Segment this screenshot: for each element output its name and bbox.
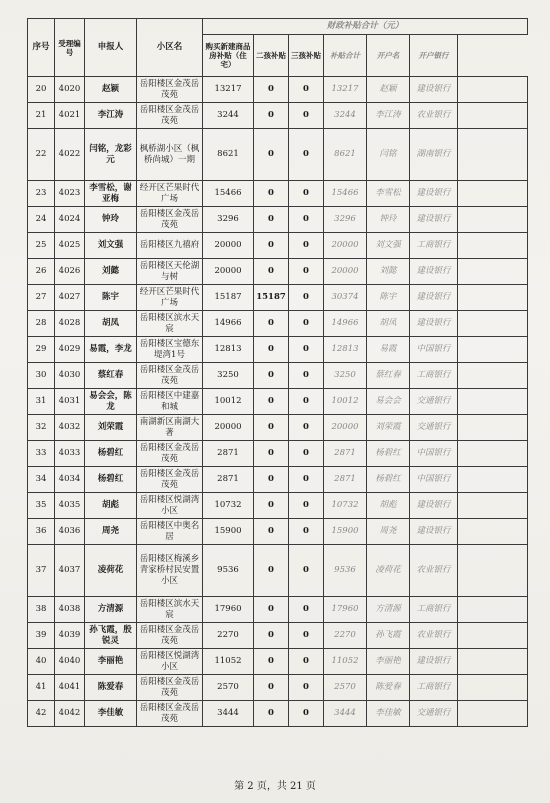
cell-total: 2871 (324, 441, 367, 467)
cell-seq: 24 (28, 207, 55, 233)
cell-second-child: 0 (254, 363, 289, 389)
cell-second-child: 0 (254, 441, 289, 467)
cell-applicant: 李雪松，谢亚梅 (85, 181, 137, 207)
cell-second-child: 0 (254, 467, 289, 493)
cell-remark (458, 701, 528, 727)
cell-remark (458, 389, 528, 415)
cell-accept-no: 4024 (55, 207, 85, 233)
cell-accept-no: 4038 (55, 597, 85, 623)
cell-applicant: 李江涛 (85, 103, 137, 129)
cell-account-holder: 李江涛 (367, 103, 410, 129)
cell-third-child: 0 (289, 363, 324, 389)
cell-remark (458, 181, 528, 207)
cell-third-child: 0 (289, 259, 324, 285)
cell-applicant: 李佳敏 (85, 701, 137, 727)
cell-account-holder: 闫铭 (367, 129, 410, 181)
cell-account-holder: 胡凤 (367, 311, 410, 337)
cell-second-child: 0 (254, 519, 289, 545)
table-row (28, 259, 528, 285)
cell-second-child: 0 (254, 493, 289, 519)
cell-community: 经开区芒果时代广场 (137, 181, 203, 207)
cell-bank: 中国银行 (410, 337, 458, 363)
header-bank: 开户银行 (410, 35, 458, 77)
cell-new-house: 14966 (203, 311, 254, 337)
cell-remark (458, 285, 528, 311)
cell-total: 20000 (324, 233, 367, 259)
cell-second-child: 0 (254, 77, 289, 103)
cell-new-house: 20000 (203, 233, 254, 259)
cell-applicant: 胡彪 (85, 493, 137, 519)
cell-community: 枫桥湖小区（枫桥尚城）一期 (137, 129, 203, 181)
cell-third-child: 0 (289, 181, 324, 207)
cell-applicant: 方清源 (85, 597, 137, 623)
cell-account-holder: 杨碧红 (367, 467, 410, 493)
cell-community: 岳阳楼区中奥名居 (137, 519, 203, 545)
cell-new-house: 17960 (203, 597, 254, 623)
cell-accept-no: 4023 (55, 181, 85, 207)
cell-third-child: 0 (289, 441, 324, 467)
cell-community: 岳阳楼区金茂岳茂苑 (137, 103, 203, 129)
cell-accept-no: 4042 (55, 701, 85, 727)
cell-community: 岳阳楼区金茂岳茂苑 (137, 467, 203, 493)
cell-second-child: 0 (254, 129, 289, 181)
header-subsidy-group: 财政补贴合计（元） (203, 19, 528, 35)
cell-remark (458, 207, 528, 233)
cell-new-house: 12813 (203, 337, 254, 363)
cell-third-child: 0 (289, 77, 324, 103)
cell-seq: 22 (28, 129, 55, 181)
cell-second-child: 0 (254, 545, 289, 597)
cell-remark (458, 441, 528, 467)
cell-seq: 30 (28, 363, 55, 389)
cell-community: 岳阳楼区九禧府 (137, 233, 203, 259)
cell-applicant: 孙飞霞，殷锐灵 (85, 623, 137, 649)
cell-total: 3296 (324, 207, 367, 233)
header-community: 小区名 (137, 19, 203, 77)
cell-seq: 35 (28, 493, 55, 519)
cell-total: 30374 (324, 285, 367, 311)
cell-account-holder: 凌荷花 (367, 545, 410, 597)
cell-new-house: 3296 (203, 207, 254, 233)
cell-second-child: 0 (254, 623, 289, 649)
cell-third-child: 0 (289, 103, 324, 129)
cell-seq: 38 (28, 597, 55, 623)
cell-third-child: 0 (289, 129, 324, 181)
cell-account-holder: 刘懿 (367, 259, 410, 285)
table-row (28, 181, 528, 207)
cell-total: 20000 (324, 415, 367, 441)
cell-accept-no: 4033 (55, 441, 85, 467)
cell-account-holder: 胡彪 (367, 493, 410, 519)
cell-community: 岳阳楼区梅溪乡青家桥村民安置小区 (137, 545, 203, 597)
cell-seq: 28 (28, 311, 55, 337)
cell-bank: 建设银行 (410, 259, 458, 285)
cell-account-holder: 刘文强 (367, 233, 410, 259)
cell-seq: 34 (28, 467, 55, 493)
cell-community: 岳阳楼区中建嘉和城 (137, 389, 203, 415)
cell-community: 岳阳楼区滨水天宸 (137, 311, 203, 337)
cell-accept-no: 4020 (55, 77, 85, 103)
cell-third-child: 0 (289, 519, 324, 545)
cell-remark (458, 519, 528, 545)
cell-third-child: 0 (289, 233, 324, 259)
cell-account-holder: 陈宇 (367, 285, 410, 311)
subsidy-table (27, 18, 528, 727)
cell-bank: 农业银行 (410, 103, 458, 129)
cell-accept-no: 4029 (55, 337, 85, 363)
cell-accept-no: 4034 (55, 467, 85, 493)
cell-new-house: 3244 (203, 103, 254, 129)
cell-bank: 建设银行 (410, 519, 458, 545)
cell-applicant: 闫铭，龙彩元 (85, 129, 137, 181)
cell-total: 10732 (324, 493, 367, 519)
table-row (28, 311, 528, 337)
cell-third-child: 0 (289, 311, 324, 337)
cell-remark (458, 623, 528, 649)
cell-remark (458, 545, 528, 597)
cell-account-holder: 方清源 (367, 597, 410, 623)
cell-total: 3444 (324, 701, 367, 727)
cell-account-holder: 钟玲 (367, 207, 410, 233)
cell-total: 8621 (324, 129, 367, 181)
cell-account-holder: 周尧 (367, 519, 410, 545)
cell-seq: 31 (28, 389, 55, 415)
cell-account-holder: 易会会 (367, 389, 410, 415)
table-row (28, 207, 528, 233)
table-row (28, 467, 528, 493)
table-row (28, 441, 528, 467)
table-row (28, 129, 528, 181)
cell-community: 岳阳楼区宝德东堤湾1号 (137, 337, 203, 363)
cell-accept-no: 4039 (55, 623, 85, 649)
cell-applicant: 刘文强 (85, 233, 137, 259)
cell-accept-no: 4040 (55, 649, 85, 675)
cell-bank: 农业银行 (410, 623, 458, 649)
cell-community: 岳阳楼区金茂岳茂苑 (137, 207, 203, 233)
cell-remark (458, 493, 528, 519)
cell-applicant: 易会会，陈龙 (85, 389, 137, 415)
cell-second-child: 0 (254, 103, 289, 129)
cell-second-child: 0 (254, 337, 289, 363)
cell-accept-no: 4021 (55, 103, 85, 129)
cell-account-holder: 易霞 (367, 337, 410, 363)
cell-account-holder: 李丽艳 (367, 649, 410, 675)
cell-bank: 建设银行 (410, 649, 458, 675)
table-row (28, 597, 528, 623)
cell-bank: 工商银行 (410, 597, 458, 623)
header-third-child: 三孩补贴 (289, 35, 324, 77)
cell-accept-no: 4025 (55, 233, 85, 259)
cell-new-house: 9536 (203, 545, 254, 597)
table-row (28, 363, 528, 389)
cell-account-holder: 刘荣霞 (367, 415, 410, 441)
cell-new-house: 20000 (203, 415, 254, 441)
cell-remark (458, 467, 528, 493)
cell-total: 2270 (324, 623, 367, 649)
cell-second-child: 0 (254, 415, 289, 441)
cell-account-holder: 李雪松 (367, 181, 410, 207)
table-row (28, 519, 528, 545)
cell-remark (458, 129, 528, 181)
cell-remark (458, 675, 528, 701)
cell-total: 10012 (324, 389, 367, 415)
cell-third-child: 0 (289, 597, 324, 623)
header-total: 补贴合计 (324, 35, 367, 77)
cell-applicant: 赵颖 (85, 77, 137, 103)
cell-remark (458, 415, 528, 441)
cell-applicant: 陈爱春 (85, 675, 137, 701)
table-row (28, 415, 528, 441)
cell-accept-no: 4030 (55, 363, 85, 389)
header-second-child: 二孩补贴 (254, 35, 289, 77)
cell-seq: 36 (28, 519, 55, 545)
cell-third-child: 0 (289, 337, 324, 363)
cell-applicant: 周尧 (85, 519, 137, 545)
cell-account-holder: 孙飞霞 (367, 623, 410, 649)
cell-second-child: 0 (254, 259, 289, 285)
cell-applicant: 杨碧红 (85, 467, 137, 493)
cell-seq: 39 (28, 623, 55, 649)
cell-seq: 20 (28, 77, 55, 103)
cell-bank: 交通银行 (410, 701, 458, 727)
cell-new-house: 2270 (203, 623, 254, 649)
cell-second-child: 0 (254, 675, 289, 701)
cell-third-child: 0 (289, 467, 324, 493)
cell-bank: 工商银行 (410, 675, 458, 701)
cell-seq: 21 (28, 103, 55, 129)
cell-community: 岳阳楼区悦湖湾小区 (137, 493, 203, 519)
cell-new-house: 13217 (203, 77, 254, 103)
cell-new-house: 8621 (203, 129, 254, 181)
cell-remark (458, 77, 528, 103)
cell-accept-no: 4027 (55, 285, 85, 311)
table-row (28, 701, 528, 727)
cell-community: 岳阳楼区悦湖湾小区 (137, 649, 203, 675)
cell-account-holder: 杨碧红 (367, 441, 410, 467)
cell-third-child: 0 (289, 285, 324, 311)
cell-third-child: 0 (289, 389, 324, 415)
table-row (28, 77, 528, 103)
cell-third-child: 0 (289, 415, 324, 441)
cell-account-holder: 李佳敏 (367, 701, 410, 727)
cell-account-holder: 赵颖 (367, 77, 410, 103)
cell-seq: 26 (28, 259, 55, 285)
cell-accept-no: 4031 (55, 389, 85, 415)
cell-new-house: 10012 (203, 389, 254, 415)
cell-remark (458, 103, 528, 129)
cell-bank: 中国银行 (410, 441, 458, 467)
cell-second-child: 0 (254, 207, 289, 233)
table-row (28, 545, 528, 597)
cell-new-house: 15187 (203, 285, 254, 311)
cell-accept-no: 4041 (55, 675, 85, 701)
cell-new-house: 3444 (203, 701, 254, 727)
cell-total: 11052 (324, 649, 367, 675)
cell-bank: 建设银行 (410, 181, 458, 207)
cell-remark (458, 363, 528, 389)
table-row (28, 285, 528, 311)
table-row (28, 623, 528, 649)
cell-new-house: 15466 (203, 181, 254, 207)
cell-accept-no: 4028 (55, 311, 85, 337)
table-row (28, 493, 528, 519)
cell-third-child: 0 (289, 545, 324, 597)
cell-bank: 建设银行 (410, 311, 458, 337)
cell-seq: 32 (28, 415, 55, 441)
cell-second-child: 15187 (254, 285, 289, 311)
cell-accept-no: 4036 (55, 519, 85, 545)
cell-total: 9536 (324, 545, 367, 597)
cell-second-child: 0 (254, 181, 289, 207)
cell-remark (458, 649, 528, 675)
cell-total: 15900 (324, 519, 367, 545)
cell-new-house: 2570 (203, 675, 254, 701)
header-applicant: 申报人 (85, 19, 137, 77)
cell-community: 经开区芒果时代广场 (137, 285, 203, 311)
cell-accept-no: 4035 (55, 493, 85, 519)
cell-new-house: 3250 (203, 363, 254, 389)
cell-seq: 23 (28, 181, 55, 207)
cell-remark (458, 259, 528, 285)
cell-new-house: 15900 (203, 519, 254, 545)
cell-second-child: 0 (254, 597, 289, 623)
table-row (28, 103, 528, 129)
cell-community: 岳阳楼区天伦湖与树 (137, 259, 203, 285)
cell-community: 岳阳楼区金茂岳茂苑 (137, 623, 203, 649)
cell-remark (458, 597, 528, 623)
cell-community: 岳阳楼区滨水天宸 (137, 597, 203, 623)
cell-bank: 建设银行 (410, 207, 458, 233)
cell-new-house: 2871 (203, 467, 254, 493)
header-accept-no: 受理编号 (55, 19, 85, 77)
cell-bank: 农业银行 (410, 545, 458, 597)
cell-account-holder: 陈爱春 (367, 675, 410, 701)
cell-total: 20000 (324, 259, 367, 285)
cell-applicant: 蔡红春 (85, 363, 137, 389)
cell-seq: 42 (28, 701, 55, 727)
cell-bank: 中国银行 (410, 467, 458, 493)
cell-applicant: 凌荷花 (85, 545, 137, 597)
header-account-holder: 开户名 (367, 35, 410, 77)
cell-applicant: 易霞，李龙 (85, 337, 137, 363)
cell-seq: 25 (28, 233, 55, 259)
cell-accept-no: 4026 (55, 259, 85, 285)
cell-bank: 建设银行 (410, 493, 458, 519)
cell-community: 岳阳楼区金茂岳茂苑 (137, 675, 203, 701)
table-row (28, 233, 528, 259)
cell-total: 13217 (324, 77, 367, 103)
cell-account-holder: 蔡红春 (367, 363, 410, 389)
cell-second-child: 0 (254, 389, 289, 415)
cell-total: 17960 (324, 597, 367, 623)
table-row (28, 649, 528, 675)
cell-remark (458, 233, 528, 259)
cell-new-house: 11052 (203, 649, 254, 675)
cell-applicant: 胡凤 (85, 311, 137, 337)
cell-seq: 33 (28, 441, 55, 467)
cell-second-child: 0 (254, 649, 289, 675)
cell-new-house: 10732 (203, 493, 254, 519)
cell-bank: 建设银行 (410, 285, 458, 311)
cell-total: 14966 (324, 311, 367, 337)
cell-second-child: 0 (254, 311, 289, 337)
cell-accept-no: 4022 (55, 129, 85, 181)
cell-third-child: 0 (289, 649, 324, 675)
cell-community: 岳阳楼区金茂岳茂苑 (137, 77, 203, 103)
cell-new-house: 2871 (203, 441, 254, 467)
table-row (28, 337, 528, 363)
cell-accept-no: 4037 (55, 545, 85, 597)
cell-third-child: 0 (289, 623, 324, 649)
table-body (28, 77, 528, 727)
cell-community: 南湖新区南湖大著 (137, 415, 203, 441)
cell-total: 2871 (324, 467, 367, 493)
cell-seq: 27 (28, 285, 55, 311)
cell-seq: 29 (28, 337, 55, 363)
cell-accept-no: 4032 (55, 415, 85, 441)
cell-remark (458, 337, 528, 363)
table-row (28, 389, 528, 415)
cell-second-child: 0 (254, 233, 289, 259)
cell-applicant: 李丽艳 (85, 649, 137, 675)
cell-community: 岳阳楼区金茂岳茂苑 (137, 363, 203, 389)
cell-bank: 工商银行 (410, 233, 458, 259)
cell-seq: 40 (28, 649, 55, 675)
cell-community: 岳阳楼区金茂岳茂苑 (137, 701, 203, 727)
cell-bank: 建设银行 (410, 77, 458, 103)
cell-applicant: 钟玲 (85, 207, 137, 233)
cell-third-child: 0 (289, 701, 324, 727)
cell-total: 3250 (324, 363, 367, 389)
cell-applicant: 陈宇 (85, 285, 137, 311)
cell-bank: 交通银行 (410, 415, 458, 441)
cell-second-child: 0 (254, 701, 289, 727)
cell-applicant: 刘荣霞 (85, 415, 137, 441)
table-row (28, 675, 528, 701)
cell-total: 15466 (324, 181, 367, 207)
cell-total: 12813 (324, 337, 367, 363)
cell-applicant: 杨碧红 (85, 441, 137, 467)
page-footer: 第 2 页，共 21 页 (234, 781, 316, 792)
cell-remark (458, 311, 528, 337)
header-new-house: 购买新建商品房补贴（住宅） (203, 35, 254, 77)
cell-applicant: 刘懿 (85, 259, 137, 285)
cell-new-house: 20000 (203, 259, 254, 285)
cell-seq: 37 (28, 545, 55, 597)
cell-community: 岳阳楼区金茂岳茂苑 (137, 441, 203, 467)
cell-bank: 湖南银行 (410, 129, 458, 181)
cell-total: 2570 (324, 675, 367, 701)
cell-third-child: 0 (289, 675, 324, 701)
cell-bank: 工商银行 (410, 363, 458, 389)
cell-bank: 交通银行 (410, 389, 458, 415)
header-seq: 序号 (28, 19, 55, 77)
cell-third-child: 0 (289, 207, 324, 233)
cell-third-child: 0 (289, 493, 324, 519)
cell-seq: 41 (28, 675, 55, 701)
cell-total: 3244 (324, 103, 367, 129)
